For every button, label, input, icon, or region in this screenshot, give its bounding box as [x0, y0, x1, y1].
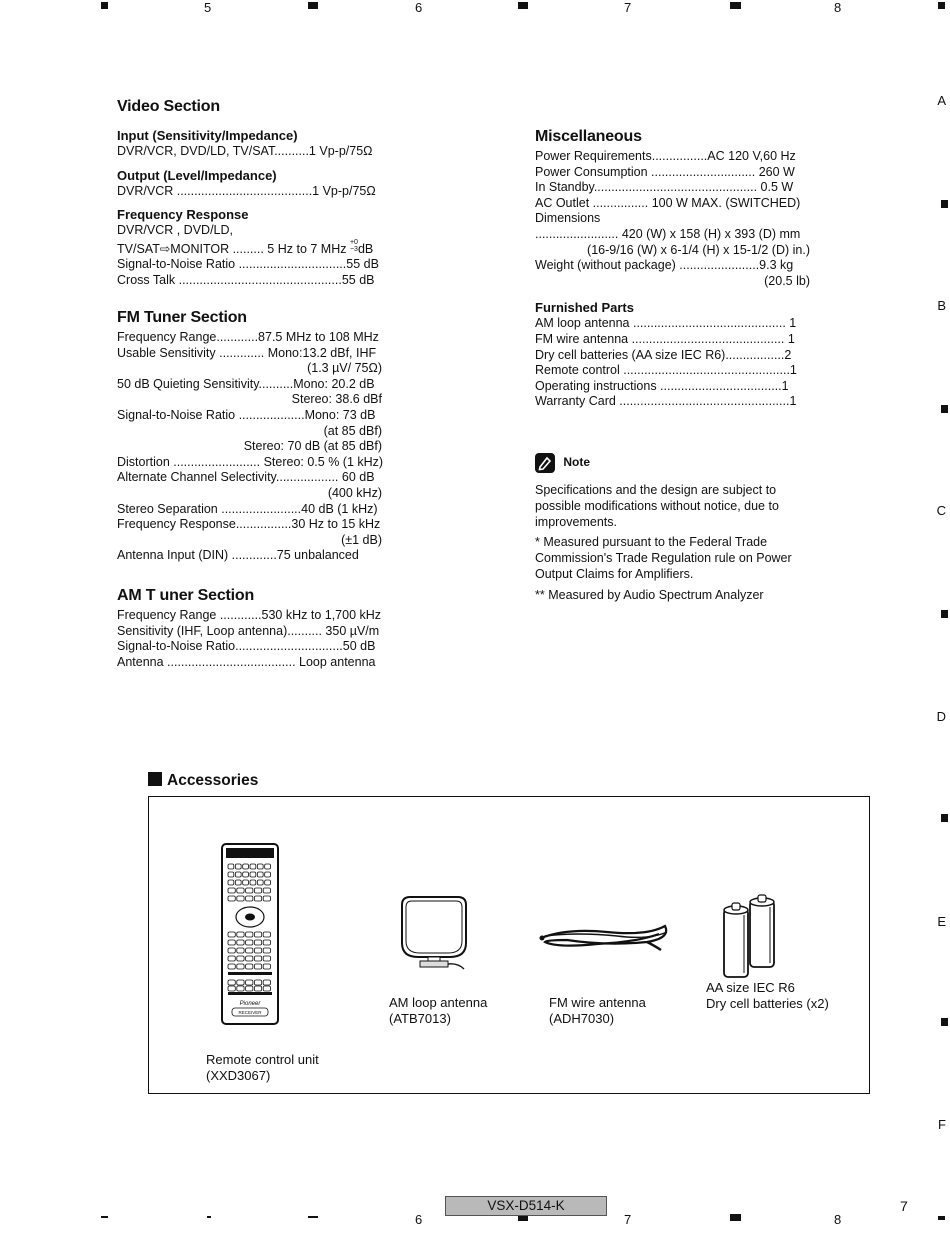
subsection-heading: Input (Sensitivity/Impedance)	[117, 128, 298, 143]
registration-mark	[941, 610, 948, 618]
spec-line: Cross Talk ...............................................55 dB	[117, 272, 375, 287]
video-section	[117, 98, 392, 289]
spec-line: DVR/VCR, DVD/LD, TV/SAT..........1 Vp-p/75Ω	[117, 144, 373, 158]
spec-line: Signal-to-Noise Ratio ...................Mono: 73 dB	[117, 407, 376, 422]
remote-button	[237, 956, 244, 961]
remote-button	[257, 872, 263, 877]
remote-button	[246, 932, 253, 937]
remote-button	[265, 872, 271, 877]
remote-button	[237, 896, 244, 901]
remote-button	[243, 880, 249, 885]
caption-line: (ATB7013)	[389, 1011, 451, 1026]
remote-button	[246, 888, 253, 893]
caption-line: Remote control unit	[206, 1052, 319, 1067]
spec-unit: dB	[357, 241, 374, 256]
registration-mark	[308, 1216, 318, 1218]
remote-button	[254, 896, 261, 901]
registration-mark	[941, 405, 948, 413]
remote-button	[228, 980, 235, 985]
remote-button	[257, 880, 263, 885]
remote-button	[263, 964, 270, 969]
remote-button	[263, 896, 270, 901]
remote-button	[263, 956, 270, 961]
accessories-title: Accessories	[167, 772, 259, 789]
remote-button	[228, 896, 235, 901]
remote-button	[237, 986, 244, 991]
remote-button	[263, 986, 270, 991]
remote-control-image	[220, 842, 280, 1026]
furnished-item: Operating instructions ...................................1	[535, 378, 789, 393]
spec-line: 50 dB Quieting Sensitivity..........Mono: 20.2 dB	[117, 376, 375, 391]
remote-button	[246, 956, 253, 961]
spec-line: (1.3 µV/ 75Ω)	[307, 361, 382, 376]
remote-button	[237, 888, 244, 893]
spec-line: ........................ 420 (W) x 158 (H) x 393 (D) mm	[535, 226, 801, 241]
remote-button	[228, 888, 235, 893]
caption-line: (ADH7030)	[549, 1011, 615, 1026]
remote-button	[254, 940, 261, 945]
remote-button	[228, 872, 234, 877]
fm-tuner-section	[117, 309, 382, 564]
remote-button	[263, 932, 270, 937]
spec-line: Stereo: 70 dB (at 85 dBf)	[243, 439, 382, 454]
caption-line: AM loop antenna	[389, 995, 488, 1010]
remote-button	[228, 948, 235, 953]
spec-line: Power Requirements................AC 120 V,60 Hz	[535, 149, 796, 163]
row-letter: D	[936, 709, 946, 724]
registration-mark	[308, 2, 318, 9]
spec-line: Stereo: 38.6 dBf	[291, 392, 382, 407]
registration-mark	[941, 814, 948, 822]
spec-line: (±1 dB)	[341, 532, 382, 547]
remote-button	[263, 940, 270, 945]
remote-button	[246, 948, 253, 953]
note-pencil-icon	[535, 453, 555, 473]
spec-line: AC Outlet ................ 100 W MAX. (SWITCHED)	[535, 195, 801, 210]
remote-button	[254, 956, 261, 961]
spec-line: Frequency Response................30 Hz to 15 kHz	[117, 517, 381, 532]
column-number: 7	[624, 0, 632, 15]
remote-button	[237, 964, 244, 969]
am-tuner-section	[117, 587, 387, 670]
note-section	[535, 453, 800, 604]
spec-line: DVR/VCR , DVD/LD,	[117, 223, 233, 238]
remote-button	[228, 940, 235, 945]
registration-mark	[101, 2, 108, 9]
caption-line: Dry cell batteries (x2)	[706, 996, 829, 1011]
registration-mark	[938, 2, 945, 9]
remote-button	[237, 980, 244, 985]
subsection-heading: Frequency Response	[117, 207, 249, 223]
remote-button	[237, 940, 244, 945]
column-number: 6	[415, 1212, 423, 1227]
section-title: Video Section	[117, 98, 220, 115]
page-number: 7	[900, 1198, 908, 1214]
note-paragraph: Specifications and the design are subject to possible modifications without notice, due to improvements.	[535, 483, 779, 529]
registration-mark	[207, 1216, 211, 1218]
remote-button	[228, 964, 235, 969]
remote-button	[265, 880, 271, 885]
spec-line: Distortion ......................... Stereo: 0.5 % (1 kHz)	[117, 454, 384, 469]
caption-line: AA size IEC R6	[706, 980, 795, 995]
remote-badge-text: RECEIVER	[238, 1010, 262, 1015]
row-letter: B	[937, 298, 946, 313]
registration-mark	[730, 1214, 741, 1221]
caption-line: FM wire antenna	[549, 995, 646, 1010]
column-number: 8	[834, 0, 842, 15]
remote-button	[263, 980, 270, 985]
note-label: Note	[563, 455, 591, 470]
remote-button	[246, 986, 253, 991]
remote-button	[250, 864, 256, 869]
remote-button	[250, 880, 256, 885]
spec-line: In Standby............................................... 0.5 W	[535, 180, 794, 195]
remote-caption	[206, 1052, 319, 1084]
remote-button	[246, 964, 253, 969]
column-number: 7	[624, 1212, 632, 1227]
remote-button	[228, 956, 235, 961]
am-loop-caption	[389, 995, 487, 1027]
spec-line: Signal-to-Noise Ratio ...............................55 dB	[117, 257, 379, 272]
remote-button	[254, 888, 261, 893]
spec-line: (400 kHz)	[327, 485, 382, 500]
caption-line: (XXD3067)	[206, 1068, 271, 1083]
batteries-image	[720, 893, 784, 981]
registration-mark	[730, 2, 741, 9]
remote-button	[254, 986, 261, 991]
furnished-item: Warranty Card .................................................1	[535, 394, 797, 409]
model-number-box: VSX-D514-K	[445, 1196, 607, 1216]
remote-button	[243, 872, 249, 877]
remote-button	[235, 872, 241, 877]
am-loop-antenna-image	[398, 893, 470, 973]
fm-wire-caption	[549, 995, 646, 1027]
row-letter: F	[938, 1117, 946, 1132]
remote-button	[250, 872, 256, 877]
subsection-heading: Output (Level/Impedance)	[117, 167, 277, 183]
spec-line: (16-9/16 (W) x 6-1/4 (H) x 15-1/2 (D) in.)	[587, 242, 810, 257]
remote-button	[263, 888, 270, 893]
tolerance-plus: +0	[349, 238, 358, 246]
spec-line: Dimensions	[535, 211, 601, 226]
spec-line: (at 85 dBf)	[323, 423, 382, 438]
registration-mark	[938, 1216, 945, 1220]
spec-line: Frequency Range............87.5 MHz to 108 MHz	[117, 330, 379, 344]
remote-button	[246, 896, 253, 901]
fm-wire-antenna-image	[537, 918, 673, 954]
registration-mark	[101, 1216, 108, 1218]
spec-line: Signal-to-Noise Ratio...............................50 dB	[117, 639, 376, 654]
spec-line: Antenna ..................................... Loop antenna	[117, 654, 376, 669]
furnished-item: AM loop antenna ............................................ 1	[535, 316, 797, 331]
spec-line: DVR/VCR .......................................1 Vp-p/75Ω	[117, 183, 376, 198]
spec-line: Power Consumption .............................. 260 W	[535, 164, 795, 179]
spec-line: (20.5 lb)	[764, 273, 810, 288]
spec-line	[117, 239, 392, 258]
remote-button	[254, 980, 261, 985]
note-paragraph: ** Measured by Audio Spectrum Analyzer	[535, 587, 764, 602]
remote-button	[235, 880, 241, 885]
spec-line: Frequency Range ............530 kHz to 1,700 kHz	[117, 608, 382, 622]
remote-button	[243, 864, 249, 869]
row-letter: A	[937, 93, 946, 108]
furnished-item: Dry cell batteries (AA size IEC R6).................2	[535, 347, 792, 362]
spec-line: Sensitivity (IHF, Loop antenna).......... 350 µV/m	[117, 623, 380, 638]
remote-button	[228, 986, 235, 991]
remote-button	[228, 864, 234, 869]
remote-button	[228, 880, 234, 885]
miscellaneous-section	[535, 128, 810, 410]
spec-text: TV/SAT⇨MONITOR ......... 5 Hz to 7 MHz	[117, 241, 350, 256]
heading-square-icon	[148, 772, 162, 786]
remote-button	[265, 864, 271, 869]
section-title: AM T uner Section	[117, 587, 255, 604]
remote-button	[228, 932, 235, 937]
section-title: Miscellaneous	[535, 128, 642, 145]
tolerance-minus: −3	[349, 245, 358, 253]
furnished-item: Remote control ................................................1	[535, 363, 797, 378]
remote-button	[257, 864, 263, 869]
accessories-heading	[148, 772, 258, 790]
registration-mark	[941, 200, 948, 208]
remote-button	[235, 864, 241, 869]
remote-button	[254, 964, 261, 969]
spec-line: Alternate Channel Selectivity.................. 60 dB	[117, 470, 375, 485]
spec-line: Stereo Separation .......................40 dB (1 kHz)	[117, 501, 378, 516]
spec-line: Antenna Input (DIN) .............75 unbalanced	[117, 548, 359, 563]
furnished-item: FM wire antenna ............................................ 1	[535, 331, 795, 346]
section-title: FM Tuner Section	[117, 309, 247, 326]
spec-line: Weight (without package) .......................9.3 kg	[535, 258, 794, 273]
column-number: 5	[204, 0, 212, 15]
remote-button	[246, 980, 253, 985]
remote-button	[263, 948, 270, 953]
remote-brand-text: Pioneer	[239, 1001, 261, 1007]
remote-button	[246, 940, 253, 945]
remote-button	[237, 932, 244, 937]
remote-button	[237, 948, 244, 953]
row-letter: C	[936, 503, 946, 518]
column-number: 8	[834, 1212, 842, 1227]
column-number: 6	[415, 0, 423, 15]
remote-button	[254, 948, 261, 953]
registration-mark	[941, 1018, 948, 1026]
row-letter: E	[937, 914, 946, 929]
note-paragraph: * Measured pursuant to the Federal Trade Commission's Trade Regulation rule on Power Output Claims for Amplifiers.	[535, 535, 792, 581]
remote-button	[254, 932, 261, 937]
batteries-caption	[706, 980, 829, 1012]
registration-mark	[518, 2, 528, 9]
spec-line: Usable Sensitivity ............. Mono:13.2 dBf, IHF	[117, 345, 377, 360]
subsection-heading: Furnished Parts	[535, 300, 634, 316]
